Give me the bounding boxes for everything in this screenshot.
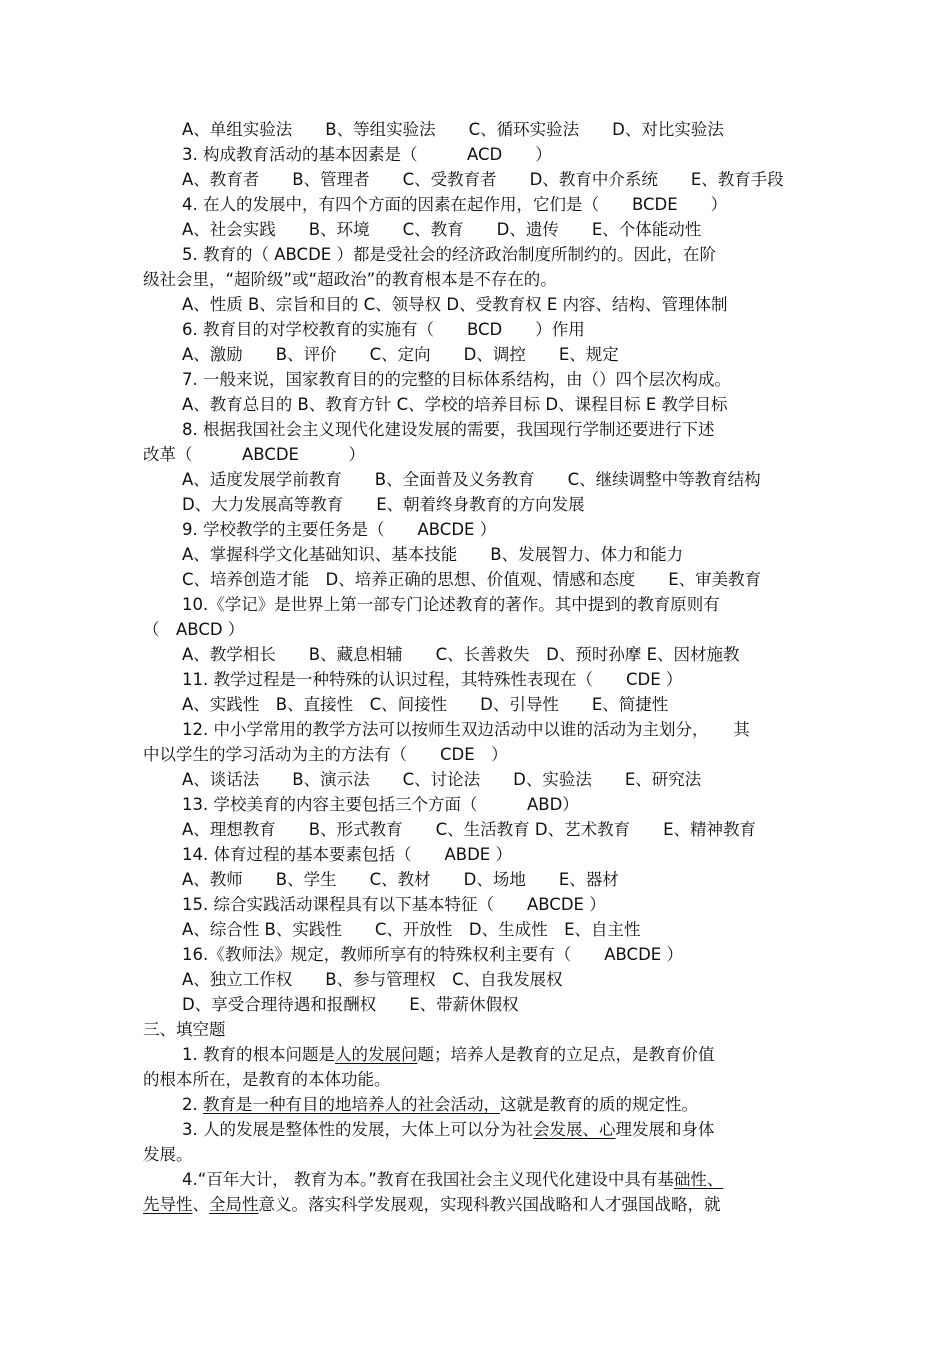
choice-options-line: A、实践性 B、直接性 C、间接性 D、引导性 E、简捷性 <box>182 695 669 714</box>
question-10-cont: （ ABCD ） <box>143 620 245 639</box>
question-7: 7. 一般来说，国家教育目的的完整的目标体系结构，由（）四个层次构成。 <box>182 370 731 389</box>
question-8-cont: 改革（ ABCDE ） <box>143 445 365 464</box>
fill-question-2 <box>182 1094 698 1116</box>
fill-answer: 教育是一种有目的地培养人的社会活动， <box>203 1095 500 1114</box>
choice-options-line: D、享受合理待遇和报酬权 E、带薪休假权 <box>182 995 519 1014</box>
choice-options-line: A、社会实践 B、环境 C、教育 D、遗传 E、个体能动性 <box>182 220 702 239</box>
section-heading: 三、填空题 <box>143 1020 226 1039</box>
choice-options-line: A、适度发展学前教育 B、全面普及义务教育 C、继续调整中等教育结构 <box>182 470 761 489</box>
question-16: 16.《教师法》规定，教师所享有的特殊权利主要有（ ABCDE ） <box>182 945 683 964</box>
question-15: 15. 综合实践活动课程具有以下基本特征（ ABCDE ） <box>182 895 606 914</box>
fill-question-3 <box>182 1119 715 1141</box>
choice-options-line: A、单组实验法 B、等组实验法 C、循环实验法 D、对比实验法 <box>182 120 724 139</box>
fill-text: 意义。落实科学发展观，实现科教兴国战略和人才强国战略，就 <box>258 1195 721 1214</box>
choice-options-line: A、综合性 B、实践性 C、开放性 D、生成性 E、自主性 <box>182 920 641 939</box>
question-5: 5. 教育的（ ABCDE ）都是受社会的经济政治制度所制约的。因此，在阶 <box>182 245 716 264</box>
choice-options-line: A、独立工作权 B、参与管理权 C、自我发展权 <box>182 970 563 989</box>
question-9: 9. 学校教学的主要任务是（ ABCDE ） <box>182 520 497 539</box>
question-5-cont: 级社会里，“超阶级”或“超政治”的教育根本是不存在的。 <box>143 270 557 289</box>
question-10: 10.《学记》是世界上第一部专门论述教育的著作。其中提到的教育原则有 <box>182 595 720 614</box>
question-12: 12. 中小学常用的教学方法可以按师生双边活动中以谁的活动为主划分， 其 <box>182 720 750 739</box>
question-14: 14. 体育过程的基本要素包括（ ABDE ） <box>182 845 512 864</box>
choice-options-line: A、谈话法 B、演示法 C、讨论法 D、实验法 E、研究法 <box>182 770 702 789</box>
fill-answer: 人的发展问 <box>335 1045 418 1064</box>
choice-options-line: A、教学相长 B、藏息相辅 C、长善救失 D、预时孙摩 E、因材施教 <box>182 645 740 664</box>
question-8: 8. 根据我国社会主义现代化建设发展的需要，我国现行学制还要进行下述 <box>182 420 715 439</box>
choice-options-line: C、培养创造才能 D、培养正确的思想、价值观、情感和态度 E、审美教育 <box>182 570 762 589</box>
choice-options-line: A、掌握科学文化基础知识、基本技能 B、发展智力、体力和能力 <box>182 545 684 564</box>
fill-question-4 <box>182 1169 723 1191</box>
fill-question-1 <box>182 1044 715 1066</box>
choice-options-line: A、性质 B、宗旨和目的 C、领导权 D、受教育权 E 内容、结构、管理体制 <box>182 295 728 314</box>
choice-options-line: A、教师 B、学生 C、教材 D、场地 E、器材 <box>182 870 619 889</box>
fill-answer: 会发展、心 <box>533 1120 616 1139</box>
choice-options-line: A、激励 B、评价 C、定向 D、调控 E、规定 <box>182 345 619 364</box>
fill-text: 4.“百年大计， 教育为本。”教育在我国社会主义现代化建设中具有基 <box>182 1170 674 1189</box>
fill-text: 理发展和身体 <box>615 1120 715 1139</box>
fill-text: 这就是教育的质的规定性。 <box>500 1095 698 1114</box>
fill-answer: 先导性 <box>143 1195 193 1214</box>
fill-question-3-cont: 发展。 <box>143 1145 193 1164</box>
choice-options-line: D、大力发展高等教育 E、朝着终身教育的方向发展 <box>182 495 585 514</box>
question-11: 11. 教学过程是一种特殊的认识过程，其特殊性表现在（ CDE ） <box>182 670 683 689</box>
fill-question-4-cont <box>143 1194 721 1216</box>
question-3: 3. 构成教育活动的基本因素是（ ACD ） <box>182 145 552 164</box>
fill-answer: 全局性 <box>209 1195 259 1214</box>
question-4: 4. 在人的发展中，有四个方面的因素在起作用，它们是（ BCDE ） <box>182 195 728 214</box>
fill-text: 、 <box>192 1195 209 1214</box>
choice-options-line: A、教育总目的 B、教育方针 C、学校的培养目标 D、课程目标 E 教学目标 <box>182 395 728 414</box>
fill-question-1-cont: 的根本所在，是教育的本体功能。 <box>143 1070 391 1089</box>
fill-text: 3. 人的发展是整体性的发展，大体上可以分为社 <box>182 1120 533 1139</box>
fill-text: 1. 教育的根本问题是 <box>182 1045 335 1064</box>
choice-options-line: A、理想教育 B、形式教育 C、生活教育 D、艺术教育 E、精神教育 <box>182 820 757 839</box>
choice-options-line: A、教育者 B、管理者 C、受教育者 D、教育中介系统 E、教育手段 <box>182 170 784 189</box>
question-13: 13. 学校美育的内容主要包括三个方面（ ABD） <box>182 795 579 814</box>
fill-text: 2. <box>182 1095 203 1114</box>
question-6: 6. 教育目的对学校教育的实施有（ BCD ）作用 <box>182 320 585 339</box>
fill-text: 题；培养人是教育的立足点，是教育价值 <box>417 1045 715 1064</box>
question-12-cont: 中以学生的学习活动为主的方法有（ CDE ） <box>143 745 508 764</box>
fill-answer: 础性、 <box>673 1170 724 1189</box>
